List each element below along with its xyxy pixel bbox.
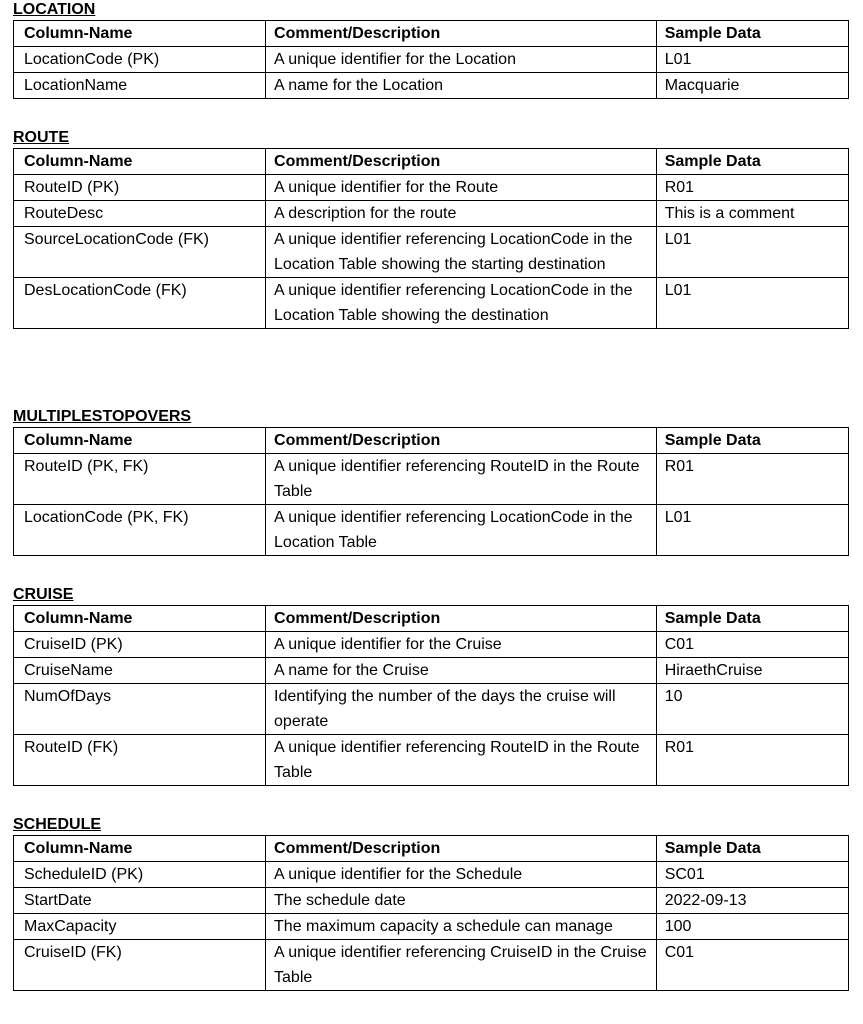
header-sample-data: Sample Data <box>656 149 848 175</box>
section-route <box>13 128 849 329</box>
description-cell: A unique identifier referencing LocationCode in the Location Table <box>266 505 657 556</box>
column-name-cell: CruiseName <box>14 658 266 684</box>
schedule-table <box>13 835 849 991</box>
route-table <box>13 148 849 329</box>
sample-data-cell: Macquarie <box>656 73 848 99</box>
header-row <box>14 21 849 47</box>
column-name-cell: MaxCapacity <box>14 914 266 940</box>
table-row <box>14 658 849 684</box>
column-name-cell: ScheduleID (PK) <box>14 862 266 888</box>
header-description: Comment/Description <box>266 428 657 454</box>
table-row <box>14 684 849 735</box>
description-cell: A description for the route <box>266 201 657 227</box>
sample-data-cell: 10 <box>656 684 848 735</box>
table-row <box>14 227 849 278</box>
column-name-cell: LocationName <box>14 73 266 99</box>
description-cell: A unique identifier referencing CruiseID in the Cruise Table <box>266 940 657 991</box>
column-name-cell: RouteID (PK, FK) <box>14 454 266 505</box>
column-name-cell: RouteDesc <box>14 201 266 227</box>
header-column-name: Column-Name <box>14 428 266 454</box>
header-row <box>14 428 849 454</box>
header-row <box>14 149 849 175</box>
column-name-cell: RouteID (PK) <box>14 175 266 201</box>
column-name-cell: CruiseID (FK) <box>14 940 266 991</box>
multiplestopovers-table <box>13 427 849 556</box>
table-title: LOCATION <box>13 1 96 18</box>
header-sample-data: Sample Data <box>656 836 848 862</box>
sample-data-cell: R01 <box>656 735 848 786</box>
table-title: MULTIPLESTOPOVERS <box>13 408 192 425</box>
sample-data-cell: C01 <box>656 632 848 658</box>
sample-data-cell: 100 <box>656 914 848 940</box>
description-cell: A name for the Location <box>266 73 657 99</box>
sample-data-cell: HiraethCruise <box>656 658 848 684</box>
column-name-cell: StartDate <box>14 888 266 914</box>
header-column-name: Column-Name <box>14 836 266 862</box>
table-row <box>14 278 849 329</box>
table-row <box>14 914 849 940</box>
sample-data-cell: L01 <box>656 505 848 556</box>
column-name-cell: LocationCode (PK, FK) <box>14 505 266 556</box>
table-title: CRUISE <box>13 586 74 603</box>
header-sample-data: Sample Data <box>656 606 848 632</box>
description-cell: A unique identifier for the Cruise <box>266 632 657 658</box>
cruise-table <box>13 605 849 786</box>
header-row <box>14 836 849 862</box>
description-cell: A unique identifier referencing LocationCode in the Location Table showing the destination <box>266 278 657 329</box>
section-schedule <box>13 815 849 991</box>
table-row <box>14 201 849 227</box>
table-title: SCHEDULE <box>13 816 102 833</box>
header-description: Comment/Description <box>266 21 657 47</box>
sample-data-cell: 2022-09-13 <box>656 888 848 914</box>
sample-data-cell: L01 <box>656 47 848 73</box>
table-title: ROUTE <box>13 129 69 146</box>
table-row <box>14 940 849 991</box>
description-cell: A unique identifier for the Location <box>266 47 657 73</box>
column-name-cell: CruiseID (PK) <box>14 632 266 658</box>
description-cell: The maximum capacity a schedule can manage <box>266 914 657 940</box>
sample-data-cell: SC01 <box>656 862 848 888</box>
table-row <box>14 632 849 658</box>
table-row <box>14 862 849 888</box>
column-name-cell: NumOfDays <box>14 684 266 735</box>
header-sample-data: Sample Data <box>656 428 848 454</box>
sample-data-cell: L01 <box>656 227 848 278</box>
header-description: Comment/Description <box>266 149 657 175</box>
column-name-cell: DesLocationCode (FK) <box>14 278 266 329</box>
sample-data-cell: R01 <box>656 454 848 505</box>
header-row <box>14 606 849 632</box>
location-table <box>13 20 849 99</box>
table-row <box>14 73 849 99</box>
description-cell: A name for the Cruise <box>266 658 657 684</box>
header-description: Comment/Description <box>266 836 657 862</box>
section-location <box>13 0 849 99</box>
table-row <box>14 175 849 201</box>
header-sample-data: Sample Data <box>656 21 848 47</box>
description-cell: Identifying the number of the days the cruise will operate <box>266 684 657 735</box>
header-column-name: Column-Name <box>14 149 266 175</box>
description-cell: A unique identifier for the Schedule <box>266 862 657 888</box>
sample-data-cell: R01 <box>656 175 848 201</box>
table-row <box>14 888 849 914</box>
description-cell: A unique identifier referencing LocationCode in the Location Table showing the starting destination <box>266 227 657 278</box>
description-cell: A unique identifier referencing RouteID in the Route Table <box>266 735 657 786</box>
description-cell: The schedule date <box>266 888 657 914</box>
description-cell: A unique identifier for the Route <box>266 175 657 201</box>
description-cell: A unique identifier referencing RouteID in the Route Table <box>266 454 657 505</box>
sample-data-cell: L01 <box>656 278 848 329</box>
header-column-name: Column-Name <box>14 606 266 632</box>
header-column-name: Column-Name <box>14 21 266 47</box>
table-row <box>14 454 849 505</box>
table-row <box>14 47 849 73</box>
column-name-cell: LocationCode (PK) <box>14 47 266 73</box>
column-name-cell: RouteID (FK) <box>14 735 266 786</box>
section-multiplestopovers <box>13 407 849 556</box>
table-row <box>14 505 849 556</box>
section-cruise <box>13 585 849 786</box>
column-name-cell: SourceLocationCode (FK) <box>14 227 266 278</box>
sample-data-cell: C01 <box>656 940 848 991</box>
table-row <box>14 735 849 786</box>
sample-data-cell: This is a comment <box>656 201 848 227</box>
header-description: Comment/Description <box>266 606 657 632</box>
